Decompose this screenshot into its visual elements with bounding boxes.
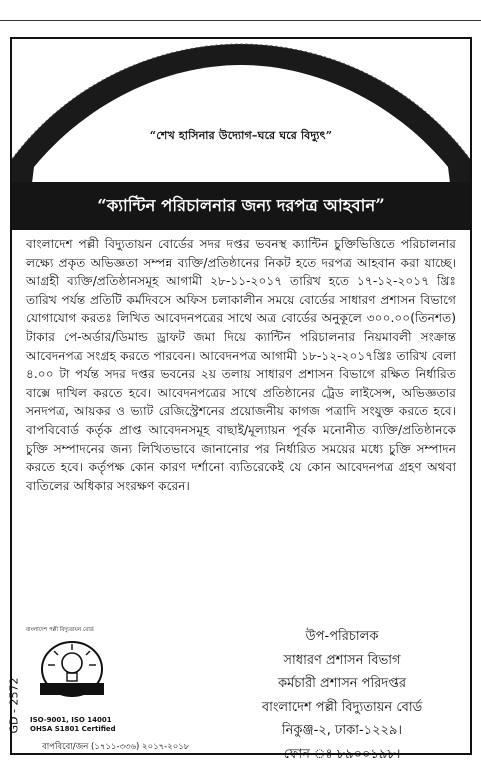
- cert-line-iso: ISO-9001, ISO 14001: [30, 716, 116, 725]
- tender-advertisement: [10, 37, 472, 755]
- top-divider: [0, 20, 481, 21]
- signatory-phone: ফোন ঃ ৮৯০০১৯৮।: [222, 743, 462, 766]
- notice-title-banner: [12, 182, 470, 230]
- reference-number: বাপবিবো/জন (১৭১১-৩৩৬) ২০১৭-২০১৮: [42, 740, 189, 754]
- signatory-directorate: কর্মচারী প্রশাসন পরিদপ্তর: [222, 672, 462, 696]
- notice-body-paragraph: বাংলাদেশ পল্লী বিদ্যুতায়ন বোর্ডের সদর দপ্তর ভবনস্থ ক্যান্টিন চুক্তিভিত্তিতে পরিচালনার লক্ষ্যে প্রকৃত অভিজ্ঞতা সম্পন্ন ব্যক্তি/প্রতিষ্ঠানের নিকট হতে দরপত্র আহবান করা যাচ্ছে। আগ্রহী ব্যক্তি/প্রতিষ্ঠানসমূহ আগামী ২৮-১১-২০১৭ তারিখ হতে ১৭-১২-২০১৭ খ্রিঃ তারিখ পর্যন্ত প্রতিটি কর্মদিবসে অফিস চলাকালীন সময়ে বোর্ডের সাধারণ প্রশাসন বিভাগে যোগাযোগ করতঃ লিখিত আবেদনপত্রের সাথে অত্র বোর্ডের অনুকূলে ৩০০.০০(তিনশত) টাকার পে-অর্ডার/ডিমান্ড ড্রাফট জমা দিয়ে ক্যান্টিন পরিচালনার নিয়মাবলী সংক্রান্ত আবেদনপত্র সংগ্রহ করতে পারবেন। আবেদনপত্র আগামী ১৮-১২-২০১৭খ্রিঃ তারিখ বেলা ৪.০০ টা পর্যন্ত সদর দপ্তর ভবনের ২য় তলায় সাধারণ প্রশাসন বিভাগে রক্ষিত নির্ধারিত বাক্সে দাখিল করতে হবে। আবেদনপত্রের সাথে প্রতিষ্ঠানের ট্রেড লাইসেন্স, অভিজ্ঞতার সনদপত্র, আয়কর ও ভ্যাট রেজিস্ট্রেশনের প্রয়োজনীয় কাগজ পত্রাদি সংযুক্ত করতে হবে। বাপবিবোর্ড কর্তৃক প্রাপ্ত আবেদনসমূহ বাছাই/মূল্যায়ন পূর্বক মনোনীত ব্যক্তি/প্রতিষ্ঠানকে চুক্তি সম্পাদনের জন্য লিখিতভাবে জানানোর পর নির্ধারিত সময়ের মধ্যে চুক্তি সম্পাদন করতে হবে। কর্তৃপক্ষ কোন কারণ দর্শানো ব্যতিরেকেই যে কোন আবেদনপত্র গ্রহণ অথবা বাতিলের অধিকার সংরক্ষণ করেন।: [26, 235, 456, 495]
- cert-line-ohsa: OHSA S1801 Certified: [30, 725, 116, 734]
- dark-arch-graphic: [12, 39, 470, 199]
- signatory-department: সাধারণ প্রশাসন বিভাগ: [222, 649, 462, 673]
- gd-code: GD - 2572: [7, 678, 20, 734]
- signatory-designation: উপ-পরিচালক: [222, 625, 462, 649]
- signatory-address: নিকুঞ্জ-২, ঢাকা-১২২৯।: [222, 719, 462, 743]
- slogan-text: “শেখ হাসিনার উদ্যোগ–ঘরে ঘরে বিদ্যুৎ”: [12, 127, 470, 146]
- logo-org-name: বাংলাদেশ পল্লী বিদ্যুতায়ন বোর্ড: [26, 627, 130, 635]
- notice-title: “ক্যান্টিন পরিচালনার জন্য দরপত্র আহবান”: [97, 193, 385, 220]
- signatory-organization: বাংলাদেশ পল্লী বিদ্যুতায়ন বোর্ড: [222, 696, 462, 720]
- certification-text: [30, 716, 116, 734]
- bulb-logo-icon: [36, 639, 108, 701]
- signature-block: [222, 625, 462, 766]
